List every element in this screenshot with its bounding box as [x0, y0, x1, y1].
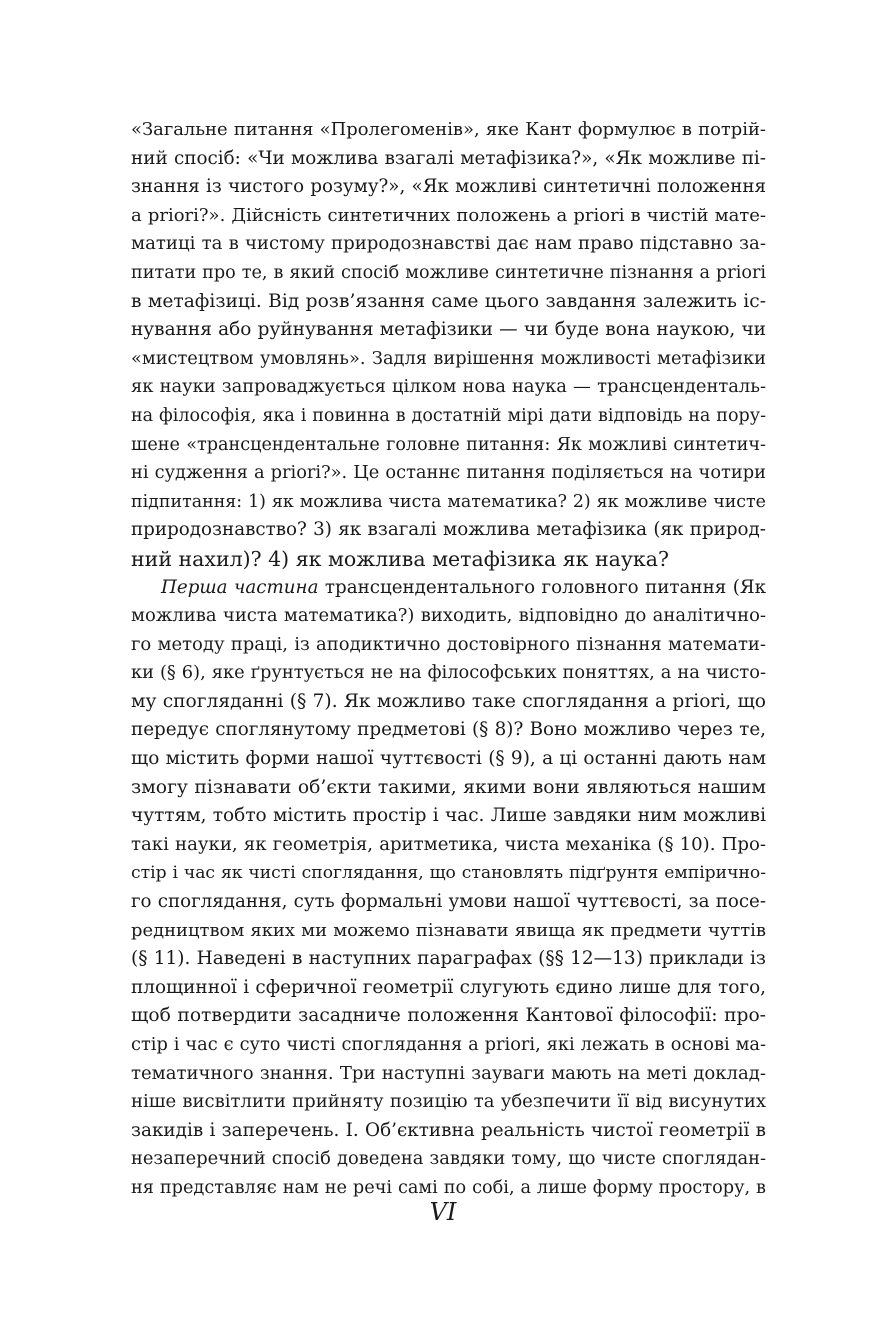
text-line: шене «трансцендентальне головне питання: Як можливі синтетич- [131, 434, 766, 455]
text-line: питати про те, в який спосіб можливе синтетичне пізнання a priori [131, 262, 766, 283]
text-line: підпитання: 1) як можлива чиста математика? 2) як можливе чисте [131, 491, 766, 512]
text-line: «мистецтвом умовлянь». Задля вирішення можливості метафізики [131, 347, 766, 369]
text-line: можлива чиста математика?) виходить, відповідно до аналітично- [131, 605, 766, 627]
text-line: го споглядання, суть формальні умови нашої чуттєвості, за посе- [131, 891, 766, 913]
text-line: чуттям, тобто містить простір і час. Лише завдяки ним можливі [131, 805, 766, 827]
text-line: площинної і сферичної геометрії слугують єдино лише для того, [131, 976, 766, 998]
text-line: тематичного знання. Три наступні зауваги мають на меті доклад- [131, 1062, 766, 1084]
text-line: ки (§ 6), яке ґрунтується не на філософських поняттях, а на чисто- [131, 662, 766, 684]
text-line: матиці та в чистому природознавстві дає нам право підставно за- [131, 233, 766, 255]
text-line: ня представляє нам не речі самі по собі, а лише форму простору, в [131, 1177, 766, 1198]
text-line: ний спосіб: «Чи можлива взагалі метафізика?», «Як можливе пі- [131, 147, 766, 169]
text-line: такі науки, як геометрія, аритметика, чиста механіка (§ 10). Про- [131, 833, 766, 855]
text-line: стір і час є суто чисті споглядання a priori, які лежать в основі ма- [131, 1034, 766, 1055]
text-line: ніше висвітлити прийняту позицію та убезпечити її від висунутих [131, 1091, 766, 1113]
text-line: передує споглянутому предметові (§ 8)? Воно можливо через те, [131, 719, 766, 741]
page-number: VI [429, 1198, 457, 1226]
italic-lead-phrase: Перша частина [161, 576, 319, 598]
text-line: на філософія, яка і повинна в достатній мірі дати відповідь на пору- [131, 405, 766, 426]
text-line: (§ 11). Наведені в наступних параграфах (§§ 12—13) приклади із [131, 948, 766, 970]
text-line: му спогляданні (§ 7). Як можливо таке споглядання a priori, що [131, 690, 766, 712]
text-line: закидів і заперечень. I. Об’єктивна реальність чистої геометрії в [131, 1119, 766, 1141]
text-line: нування або руйнування метафізики — чи буде вона наукою, чи [131, 319, 766, 341]
text-line: го методу праці, із аподиктично достовірного пізнання математи- [131, 633, 766, 655]
text-line: «Загальне питання «Пролегоменів», яке Кант формулює в потрій- [131, 119, 766, 140]
text-line: ні судження a priori?». Це останнє питання поділяється на чотири [131, 462, 766, 484]
text-line: редництвом яких ми можемо пізнавати явища як предмети чуттів [131, 919, 766, 941]
body-text [131, 116, 766, 1203]
text-line: незаперечний спосіб доведена завдяки тому, що чисте споглядан- [131, 1148, 766, 1170]
text-line: змогу пізнавати об’єкти такими, якими вони являються нашим [131, 776, 766, 798]
text-line: як науки запроваджується цілком нова наука — трансценденталь- [131, 376, 766, 398]
paragraph-lead-line [131, 574, 766, 603]
text-line: що містить форми нашої чуттєвості (§ 9), а ці останні дають нам [131, 748, 766, 770]
text-line: стір і час як чисті споглядання, що становлять підґрунтя емпірично- [131, 863, 766, 884]
text-line: a priori?». Дійсність синтетичних положень a priori в чистій мате- [131, 204, 766, 226]
text-line: природознавство? 3) як взагалі можлива метафізика (як природ- [131, 519, 766, 541]
text-line: знання із чистого розуму?», «Як можливі синтетичні положення [131, 176, 766, 198]
lead-line-rest: трансцендентального головного питання (Як [318, 576, 766, 598]
text-line: ний нахил)? 4) як можлива метафізика як наука? [131, 546, 669, 571]
text-line: в метафізиці. Від розв’язання саме цього завдання залежить іс- [131, 290, 766, 312]
text-line: щоб потвердити засадниче положення Кантової філософії: про- [131, 1005, 766, 1027]
